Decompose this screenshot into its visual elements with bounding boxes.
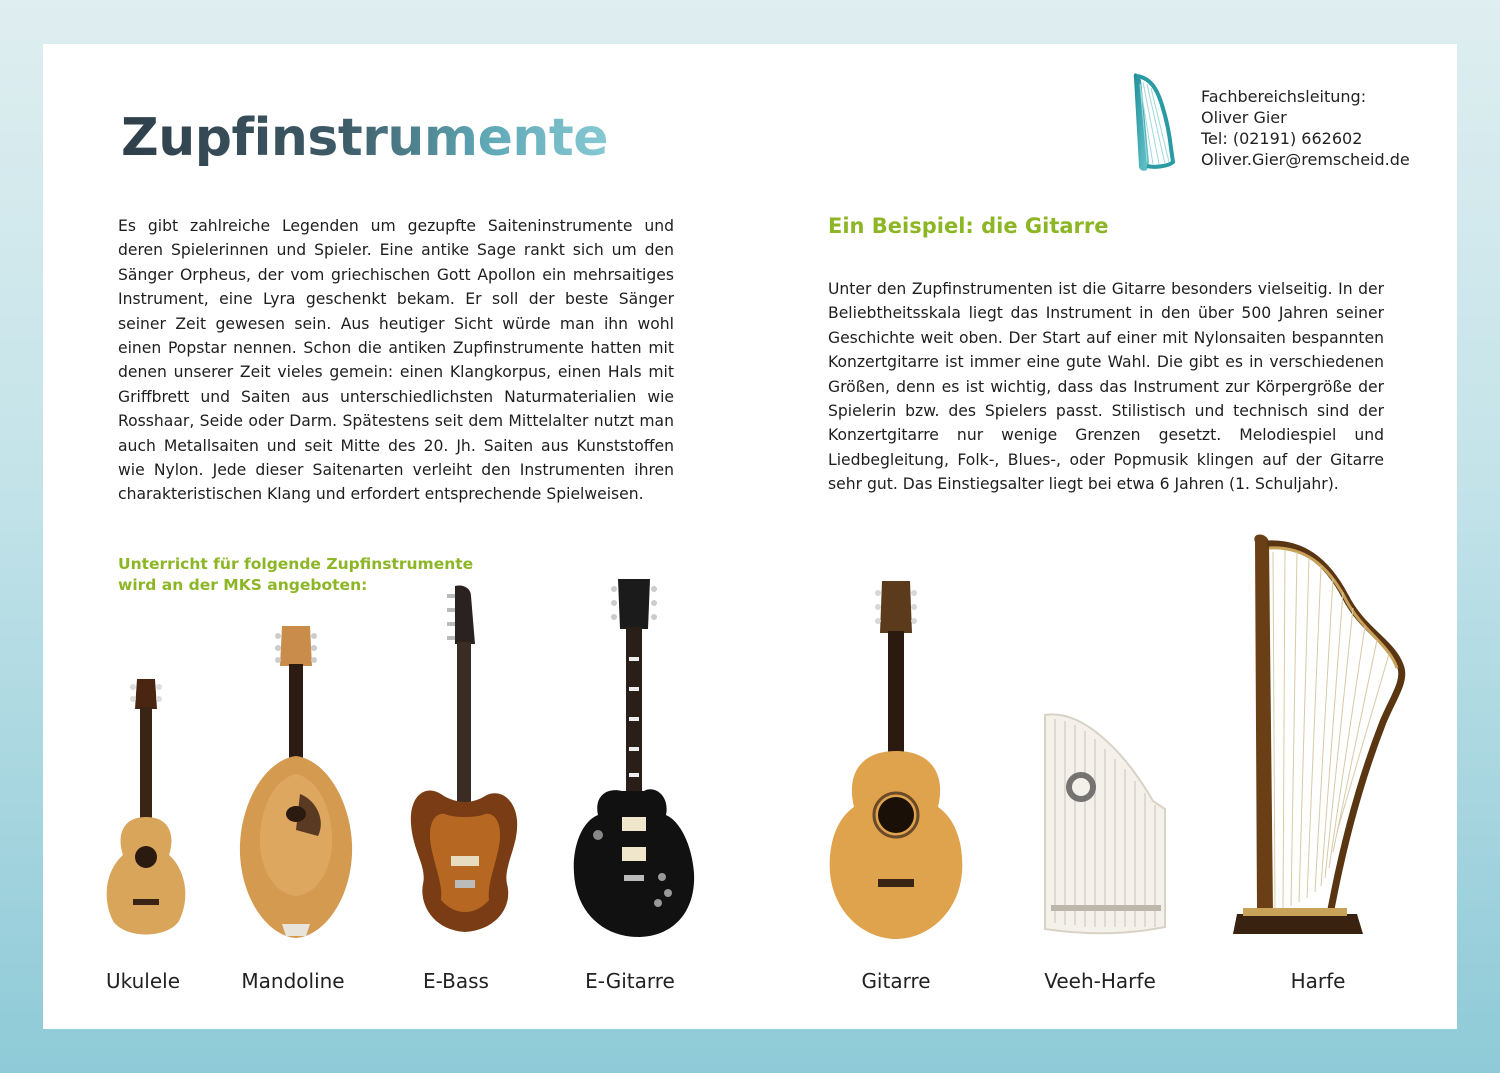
contact-email: Oliver.Gier@remscheid.de bbox=[1201, 150, 1410, 169]
offer-heading-line-1: Unterricht für folgende Zupfinstrumente bbox=[118, 555, 474, 573]
contact-phone: Tel: (02191) 662602 bbox=[1201, 129, 1363, 148]
instrument-label-e-gitarre: E-Gitarre bbox=[585, 969, 675, 993]
veeh-harp-icon bbox=[1041, 709, 1171, 939]
instrument-label-e-bass: E-Bass bbox=[423, 969, 489, 993]
brochure-page bbox=[43, 44, 1457, 1029]
harp-icon bbox=[1233, 532, 1409, 942]
bass-guitar-icon bbox=[405, 584, 525, 942]
instrument-label-veeh-harfe: Veeh-Harfe bbox=[1044, 969, 1156, 993]
page-title: Zupfinstrumente bbox=[121, 108, 608, 168]
example-paragraph: Unter den Zupfinstrumenten ist die Gitarre besonders vielseitig. In der Beliebtheitsskala liegt das Instrument in den über 500 Jahren seiner Geschichte weit oben. Der Start auf einer mit Nylonsaiten bespannten Konzertgitarre ist immer eine gute Wahl. Die gibt es in verschiedenen Größen, denn es ist wichtig, dass das Instrument zur Körpergröße der Spielerin bzw. des Spielers passt. Stilistisch und technisch sind der Konzertgitarre nur wenige Grenzen gesetzt. Melodiespiel und Liedbegleitung, Folk-, Blues-, oder Popmusik klingen auf der Gitarre sehr gut. Das Einstiegsalter liegt bei etwa 6 Jahren (1. Schuljahr). bbox=[828, 280, 1384, 494]
acoustic-guitar-icon bbox=[828, 579, 964, 941]
instrument-label-mandoline: Mandoline bbox=[241, 969, 345, 993]
instrument-label-harfe: Harfe bbox=[1290, 969, 1346, 993]
harp-icon bbox=[1129, 70, 1179, 174]
ukulele-icon bbox=[101, 677, 191, 939]
example-heading: Ein Beispiel: die Gitarre bbox=[828, 214, 1109, 238]
contact-info bbox=[1201, 86, 1441, 170]
contact-role: Fachbereichsleitung: bbox=[1201, 87, 1367, 106]
instrument-label-gitarre: Gitarre bbox=[861, 969, 931, 993]
electric-guitar-icon bbox=[568, 577, 700, 941]
mandolin-icon bbox=[236, 624, 356, 942]
instrument-label-ukulele: Ukulele bbox=[105, 969, 181, 993]
contact-name: Oliver Gier bbox=[1201, 108, 1287, 127]
offer-heading-line-2: wird an der MKS angeboten: bbox=[118, 576, 368, 594]
intro-paragraph: Es gibt zahlreiche Legenden um gezupfte Saiteninstrumente und deren Spielerinnen und Spieler. Eine antike Sage rankt sich um den Sänger Orpheus, der vom griechischen Gott Apollon ein mehrsaitiges Instrument, eine Lyra geschenkt bekam. Er soll der beste Sänger seiner Zeit gewesen sein. Aus heutiger Sicht würde man ihn wohl einen Popstar nennen. Schon die antiken Zupfinstrumente hatten mit denen unserer Zeit vieles gemein: einen Klangkorpus, einen Hals mit Griffbrett und Saiten aus unterschiedlichsten Naturmaterialien wie Rosshaar, Seide oder Darm. Spätestens seit dem Mittelalter nutzt man auch Metallsaiten und seit Mitte des 20. Jh. Saiten aus Kunststoffen wie Nylon. Jede dieser Saitenarten verleiht den Instrumenten ihren charakteristischen Klang und erfordert entsprechende Spielweisen. bbox=[118, 217, 674, 504]
